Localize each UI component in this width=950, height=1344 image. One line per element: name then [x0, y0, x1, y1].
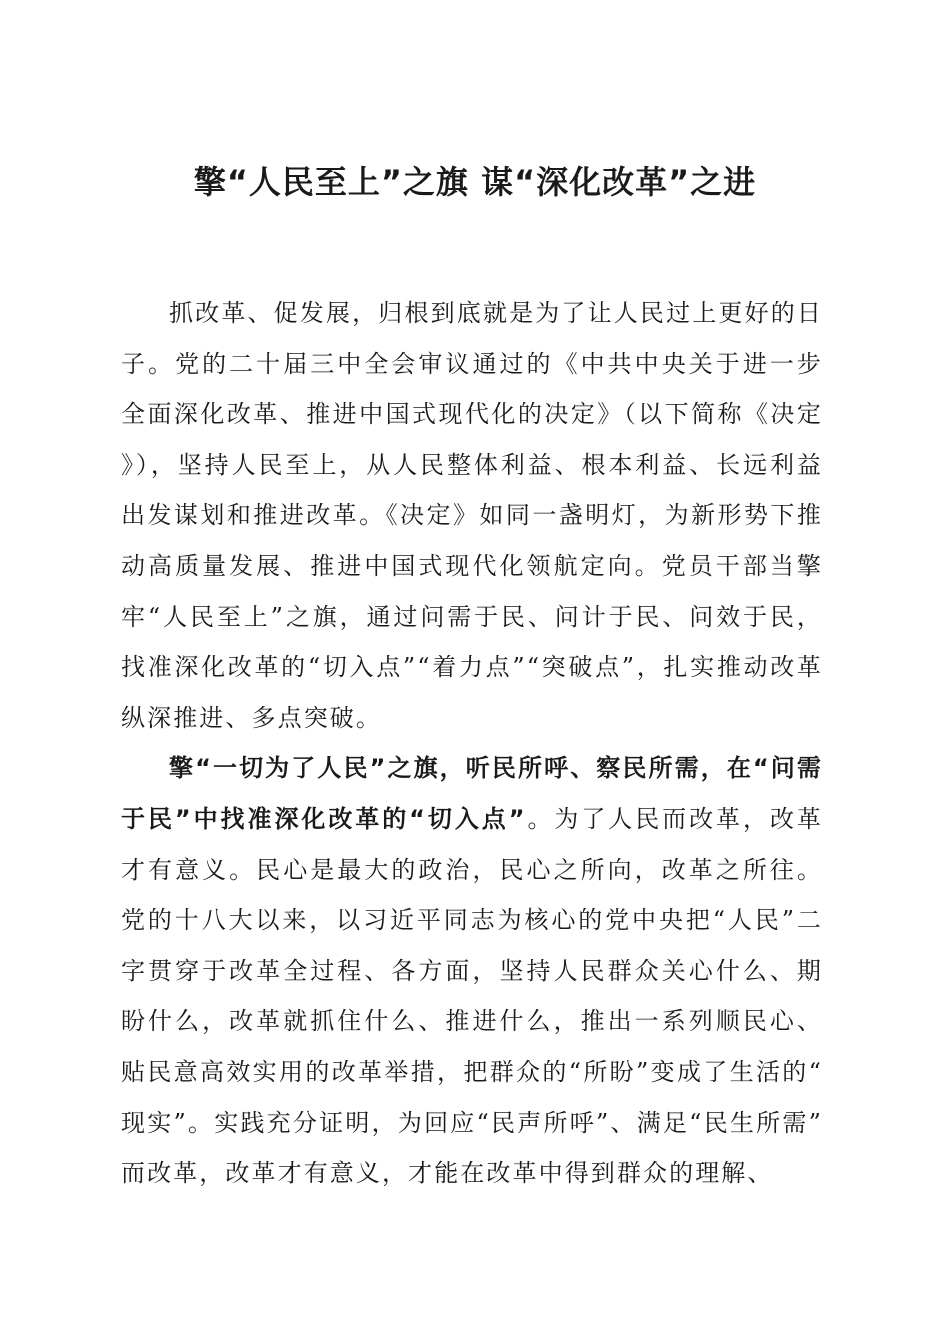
paragraph-section-1: [121, 743, 823, 1198]
document-title: 擎“人民至上”之旗 谋“深化改革”之进: [193, 163, 757, 201]
paragraph-intro: [121, 288, 823, 743]
document-body: [121, 288, 823, 1199]
section-1-text: 。为了人民而改革，改革才有意义。民心是最大的政治，民心之所向，改革之所往。党的十八大以来，以习近平同志为核心的党中央把“人民”二字贯穿于改革全过程、各方面，坚持人民群众关心什么、期盼什么，改革就抓住什么、推进什么，推出一系列顺民心、贴民意高效实用的改革举措，把群众的“所盼”变成了生活的“现实”。实践充分证明，为回应“民声所呼”、满足“民生所需”而改革，改革才有意义，才能在改革中得到群众的理解、: [121, 804, 823, 1188]
section-1-heading: 擎“一切为了人民”之旗，听民所呼、察民所需，在“问需于民”中找准深化改革的“切入点”: [121, 754, 823, 833]
paragraph-intro-text: 抓改革、促发展，归根到底就是为了让人民过上更好的日子。党的二十届三中全会审议通过的《中共中央关于进一步全面深化改革、推进中国式现代化的决定》（以下简称《决定》），坚持人民至上，从人民整体利益、根本利益、长远利益出发谋划和推进改革。《决定》如同一盏明灯，为新形势下推动高质量发展、推进中国式现代化领航定向。党员干部当擎牢“人民至上”之旗，通过问需于民、问计于民、问效于民，找准深化改革的“切入点”“着力点”“突破点”，扎实推动改革纵深推进、多点突破。: [121, 299, 823, 732]
